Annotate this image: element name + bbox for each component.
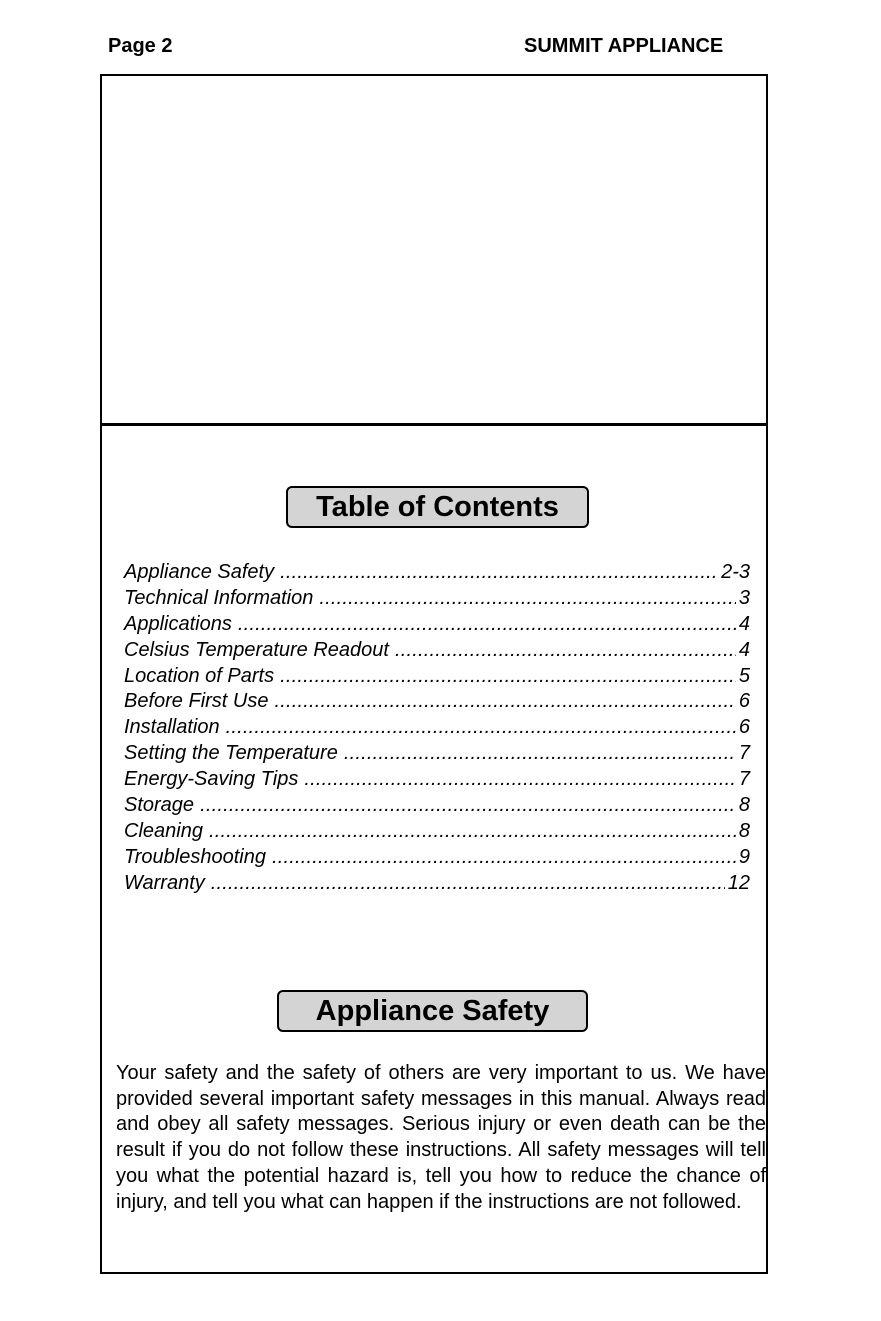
toc-entry-page: 4 — [738, 612, 750, 635]
toc-entry-page: 5 — [738, 664, 750, 687]
dot-leader — [280, 664, 736, 690]
dot-leader — [238, 612, 736, 638]
toc-entry-label: Before First Use — [124, 690, 269, 713]
toc-entry-page: 3 — [738, 586, 750, 609]
toc-entry-page: 6 — [738, 690, 750, 713]
toc-entry-label: Warranty — [124, 871, 205, 894]
toc-entry-page: 9 — [738, 845, 750, 868]
toc-entry[interactable] — [124, 664, 750, 690]
toc-entry-page: 8 — [738, 819, 750, 842]
toc-entry[interactable] — [124, 715, 750, 741]
dot-leader — [272, 845, 736, 871]
toc-entry-page: 4 — [738, 638, 750, 661]
content-frame — [100, 74, 768, 1274]
toc-entry-label: Setting the Temperature — [124, 742, 338, 765]
toc-entry-label: Storage — [124, 794, 195, 817]
dot-leader — [211, 871, 725, 897]
toc-entry[interactable] — [124, 586, 750, 612]
toc-entry-label: Applications — [124, 612, 232, 635]
toc-entry-label: Appliance Safety — [124, 561, 275, 583]
toc-entry-label: Energy-Saving Tips — [124, 768, 299, 791]
toc-entry[interactable] — [124, 560, 750, 586]
toc-entry-label: Technical Information — [124, 586, 314, 609]
company-name: SUMMIT APPLIANCE — [524, 35, 724, 57]
toc-entry-page: 7 — [738, 742, 750, 765]
dot-leader — [274, 689, 735, 715]
toc-entry-label: Cleaning — [124, 819, 203, 842]
toc-entry[interactable] — [124, 741, 750, 767]
toc-entry[interactable] — [124, 612, 750, 638]
dot-leader — [344, 741, 736, 767]
page-number: Page 2 — [108, 35, 173, 57]
toc-entry[interactable] — [124, 638, 750, 664]
dot-leader — [304, 767, 736, 793]
safety-heading: Appliance Safety — [277, 990, 588, 1032]
toc-heading: Table of Contents — [286, 486, 589, 528]
toc-entry-label: Installation — [124, 716, 220, 739]
safety-paragraph: Your safety and the safety of others are very important to us. We have provided several important safety messages in this manual. Always read and obey all safety messages. Serious injury or even death can be the result if you do not follow these instructions. All safety messages will tell you what the potential hazard is, tell you how to reduce the chance of injury, and tell you what can happen if the instructions are not followed. — [116, 1062, 766, 1213]
toc-entry[interactable] — [124, 871, 750, 897]
toc-entry-page: 7 — [738, 768, 750, 791]
toc-entry[interactable] — [124, 689, 750, 715]
dot-leader — [226, 715, 736, 741]
dot-leader — [209, 819, 736, 845]
section-divider — [102, 423, 766, 426]
toc-entry[interactable] — [124, 845, 750, 871]
blank-image-area — [102, 76, 766, 423]
toc-entry-page: 8 — [738, 794, 750, 817]
toc-entry-label: Celsius Temperature Readout — [124, 638, 389, 661]
toc-entry[interactable] — [124, 793, 750, 819]
toc-list — [124, 560, 750, 897]
dot-leader — [280, 560, 718, 586]
dot-leader — [319, 586, 736, 612]
toc-entry[interactable] — [124, 819, 750, 845]
dot-leader — [200, 793, 736, 819]
dot-leader — [395, 638, 736, 664]
toc-entry-label: Location of Parts — [124, 664, 275, 687]
toc-entry[interactable] — [124, 767, 750, 793]
toc-entry-page: 2-3 — [721, 561, 750, 583]
toc-entry-page: 12 — [727, 871, 750, 894]
toc-entry-page: 6 — [738, 716, 750, 739]
toc-entry-label: Troubleshooting — [124, 845, 266, 868]
